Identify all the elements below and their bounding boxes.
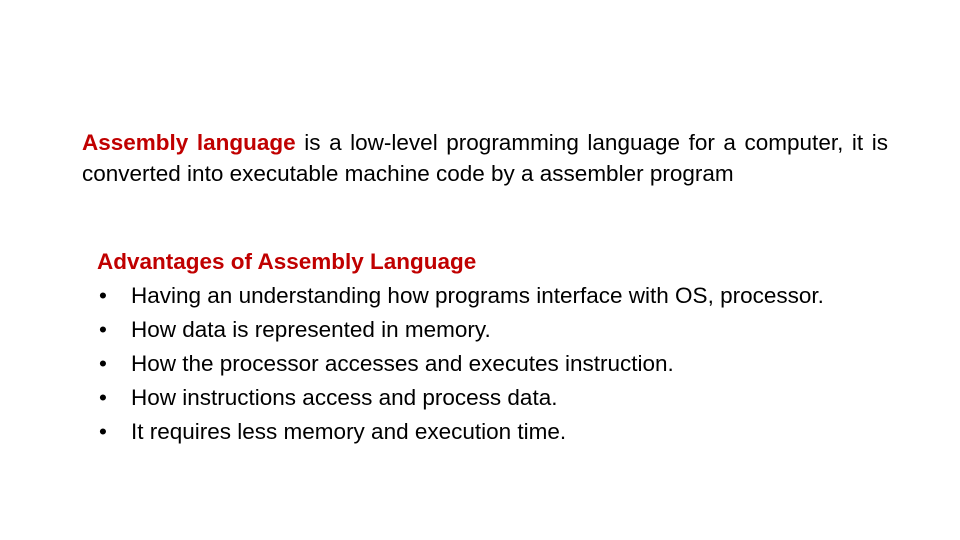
bullet-icon: •: [99, 419, 107, 444]
list-item-text: How the processor accesses and executes instruction.: [131, 351, 674, 376]
list-item-text: How instructions access and process data.: [131, 385, 558, 410]
intro-paragraph: [82, 127, 888, 189]
list-item: [97, 279, 937, 313]
bullet-icon: •: [99, 317, 107, 342]
bullet-icon: •: [99, 385, 107, 410]
list-item-text: Having an understanding how programs interface with OS, processor.: [131, 283, 824, 308]
intro-text: is a low-level programming language for a computer, it is converted into executable machine code by a assembler program: [82, 129, 888, 186]
list-item: [97, 313, 937, 347]
intro-term: Assembly language: [82, 129, 296, 155]
list-item: [97, 347, 937, 381]
list-item: [97, 415, 937, 449]
bullet-icon: •: [99, 351, 107, 376]
list-item: [97, 381, 937, 415]
list-item-text: It requires less memory and execution time.: [131, 419, 567, 444]
advantages-list: [97, 279, 937, 449]
advantages-section: [97, 245, 937, 449]
advantages-heading: Advantages of Assembly Language: [97, 249, 477, 274]
bullet-icon: •: [99, 283, 107, 308]
list-item-text: How data is represented in memory.: [131, 317, 491, 342]
